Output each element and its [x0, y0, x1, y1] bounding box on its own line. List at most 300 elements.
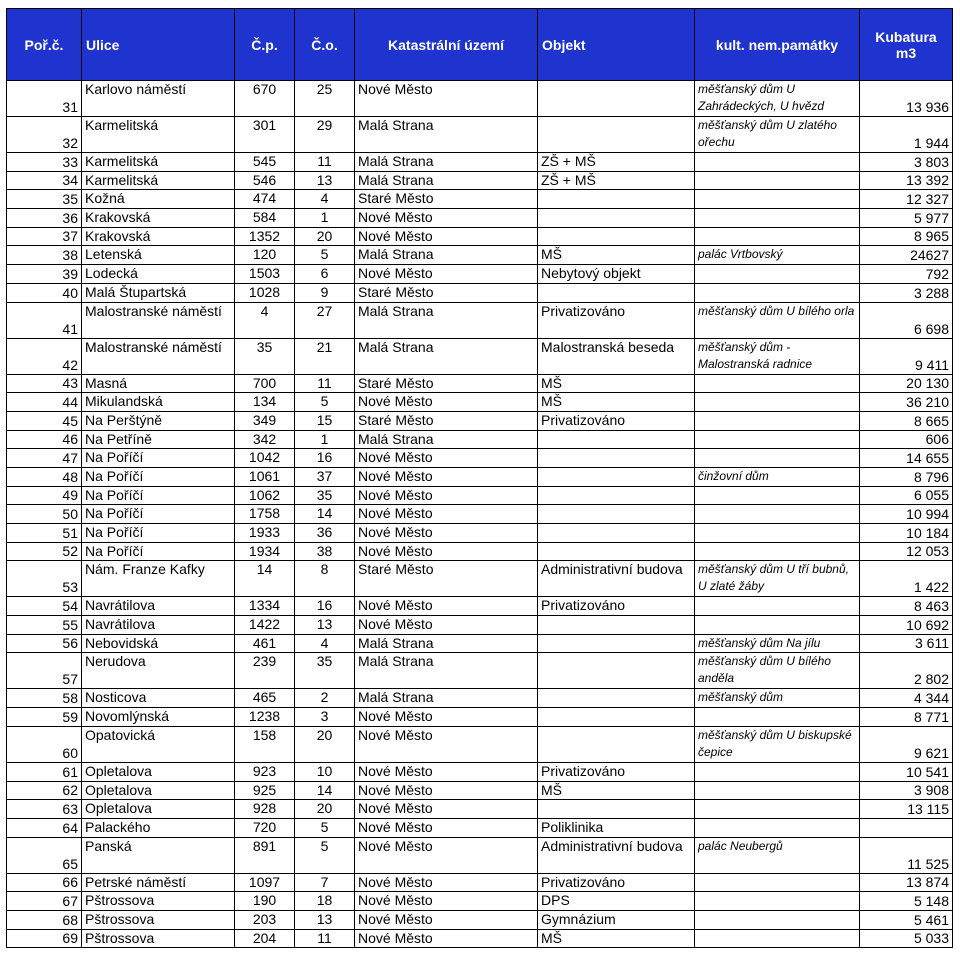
cell-kubatura: 8 965: [860, 227, 953, 246]
cell-cp: 158: [235, 726, 295, 762]
cell-ulice: Na Poříčí: [82, 449, 235, 468]
cell-cp: 349: [235, 411, 295, 430]
table-row: [7, 929, 953, 948]
cell-por: 49: [7, 486, 82, 505]
cell-por: 51: [7, 524, 82, 543]
cell-co: 25: [295, 81, 355, 117]
cell-co: 16: [295, 449, 355, 468]
cell-ulice: Malostranské náměstí: [82, 338, 235, 374]
cell-por: 63: [7, 800, 82, 819]
cell-cp: 720: [235, 818, 295, 837]
cell-pamatky: [695, 227, 860, 246]
cell-por: 69: [7, 929, 82, 948]
cell-cp: 1028: [235, 283, 295, 302]
cell-por: 34: [7, 171, 82, 190]
cell-co: 36: [295, 524, 355, 543]
cell-objekt: [538, 486, 695, 505]
cell-objekt: [538, 689, 695, 708]
cell-por: 32: [7, 117, 82, 153]
cell-kubatura: 9 411: [860, 338, 953, 374]
cell-ulice: Navrátilova: [82, 597, 235, 616]
table-row: [7, 524, 953, 543]
cell-kubatura: 3 288: [860, 283, 953, 302]
cell-cp: 1097: [235, 873, 295, 892]
cell-objekt: [538, 190, 695, 209]
cell-cp: 584: [235, 209, 295, 228]
cell-objekt: [538, 505, 695, 524]
cell-objekt: Privatizováno: [538, 597, 695, 616]
cell-co: 5: [295, 393, 355, 412]
cell-katastr: Nové Město: [355, 486, 538, 505]
cell-katastr: Staré Město: [355, 411, 538, 430]
cell-objekt: [538, 653, 695, 689]
table-row: [7, 153, 953, 172]
table-row: [7, 542, 953, 561]
table-row: [7, 227, 953, 246]
cell-pamatky: [695, 283, 860, 302]
cell-katastr: Nové Město: [355, 762, 538, 781]
cell-por: 66: [7, 873, 82, 892]
header-cp: Č.p.: [235, 9, 295, 81]
cell-pamatky: palác Vrtbovský: [695, 246, 860, 265]
table-row: [7, 818, 953, 837]
cell-katastr: Nové Město: [355, 892, 538, 911]
cell-kubatura: 24627: [860, 246, 953, 265]
cell-ulice: Malá Štupartská: [82, 283, 235, 302]
cell-katastr: Nové Město: [355, 449, 538, 468]
cell-cp: 1934: [235, 542, 295, 561]
cell-cp: 4: [235, 302, 295, 338]
cell-kubatura: 10 541: [860, 762, 953, 781]
cell-katastr: Nové Město: [355, 726, 538, 762]
cell-kubatura: 606: [860, 430, 953, 449]
cell-pamatky: [695, 486, 860, 505]
cell-katastr: Malá Strana: [355, 689, 538, 708]
header-kubatura: Kubatura m3: [860, 9, 953, 81]
cell-por: 35: [7, 190, 82, 209]
cell-co: 14: [295, 505, 355, 524]
cell-por: 56: [7, 634, 82, 653]
cell-co: 2: [295, 689, 355, 708]
cell-por: 55: [7, 616, 82, 635]
table-row: [7, 246, 953, 265]
cell-pamatky: [695, 374, 860, 393]
cell-objekt: MŠ: [538, 393, 695, 412]
cell-katastr: Nové Město: [355, 227, 538, 246]
cell-ulice: Masná: [82, 374, 235, 393]
table-row: [7, 726, 953, 762]
table-row: [7, 800, 953, 819]
cell-ulice: Pštrossova: [82, 910, 235, 929]
cell-ulice: Kožná: [82, 190, 235, 209]
cell-kubatura: 10 692: [860, 616, 953, 635]
cell-ulice: Novomlýnská: [82, 708, 235, 727]
cell-por: 36: [7, 209, 82, 228]
cell-pamatky: měšťanský dům U tří bubnů, U zlaté žáby: [695, 561, 860, 597]
cell-cp: 891: [235, 837, 295, 873]
cell-pamatky: činžovní dům: [695, 467, 860, 486]
cell-co: 11: [295, 929, 355, 948]
cell-ulice: Pštrossova: [82, 929, 235, 948]
cell-cp: 35: [235, 338, 295, 374]
cell-co: 13: [295, 171, 355, 190]
cell-kubatura: [860, 818, 953, 837]
cell-cp: 465: [235, 689, 295, 708]
header-pamatky: kult. nem.památky: [695, 9, 860, 81]
cell-co: 20: [295, 227, 355, 246]
cell-co: 18: [295, 892, 355, 911]
cell-kubatura: 11 525: [860, 837, 953, 873]
cell-por: 41: [7, 302, 82, 338]
table-row: [7, 708, 953, 727]
cell-ulice: Na Poříčí: [82, 505, 235, 524]
cell-por: 42: [7, 338, 82, 374]
cell-co: 29: [295, 117, 355, 153]
table-row: [7, 781, 953, 800]
cell-ulice: Karlovo náměstí: [82, 81, 235, 117]
property-table: [6, 8, 953, 948]
table-row: [7, 393, 953, 412]
table-row: [7, 338, 953, 374]
cell-kubatura: 13 115: [860, 800, 953, 819]
cell-objekt: Privatizováno: [538, 411, 695, 430]
cell-cp: 923: [235, 762, 295, 781]
cell-co: 11: [295, 374, 355, 393]
cell-por: 57: [7, 653, 82, 689]
header-row: [7, 9, 953, 81]
cell-por: 44: [7, 393, 82, 412]
table-row: [7, 597, 953, 616]
cell-ulice: Letenská: [82, 246, 235, 265]
cell-por: 50: [7, 505, 82, 524]
cell-kubatura: 792: [860, 265, 953, 284]
cell-objekt: ZŠ + MŠ: [538, 153, 695, 172]
table-body: [7, 81, 953, 948]
table-row: [7, 689, 953, 708]
cell-cp: 1352: [235, 227, 295, 246]
cell-co: 20: [295, 726, 355, 762]
table-row: [7, 283, 953, 302]
cell-ulice: Panská: [82, 837, 235, 873]
cell-objekt: [538, 430, 695, 449]
cell-cp: 928: [235, 800, 295, 819]
cell-cp: 1758: [235, 505, 295, 524]
cell-kubatura: 1 422: [860, 561, 953, 597]
cell-ulice: Opletalova: [82, 762, 235, 781]
cell-kubatura: 1 944: [860, 117, 953, 153]
cell-por: 52: [7, 542, 82, 561]
cell-kubatura: 5 461: [860, 910, 953, 929]
cell-kubatura: 2 802: [860, 653, 953, 689]
cell-pamatky: měšťanský dům - Malostranská radnice: [695, 338, 860, 374]
cell-kubatura: 5 148: [860, 892, 953, 911]
cell-pamatky: [695, 873, 860, 892]
cell-objekt: MŠ: [538, 374, 695, 393]
cell-por: 58: [7, 689, 82, 708]
cell-pamatky: měšťanský dům U zlatého ořechu: [695, 117, 860, 153]
cell-katastr: Nové Město: [355, 209, 538, 228]
cell-co: 21: [295, 338, 355, 374]
cell-katastr: Malá Strana: [355, 246, 538, 265]
cell-pamatky: měšťanský dům: [695, 689, 860, 708]
cell-ulice: Karmelitská: [82, 171, 235, 190]
cell-por: 68: [7, 910, 82, 929]
cell-pamatky: [695, 411, 860, 430]
header-ulice: Ulice: [82, 9, 235, 81]
cell-cp: 1334: [235, 597, 295, 616]
cell-kubatura: 36 210: [860, 393, 953, 412]
cell-ulice: Na Poříčí: [82, 486, 235, 505]
cell-katastr: Malá Strana: [355, 117, 538, 153]
cell-katastr: Nové Město: [355, 800, 538, 819]
cell-cp: 1062: [235, 486, 295, 505]
cell-pamatky: měšťanský dům U biskupské čepice: [695, 726, 860, 762]
cell-objekt: Privatizováno: [538, 762, 695, 781]
cell-kubatura: 5 033: [860, 929, 953, 948]
cell-co: 20: [295, 800, 355, 819]
cell-kubatura: 3 908: [860, 781, 953, 800]
cell-katastr: Malá Strana: [355, 430, 538, 449]
cell-cp: 1933: [235, 524, 295, 543]
cell-por: 65: [7, 837, 82, 873]
cell-cp: 545: [235, 153, 295, 172]
table-row: [7, 265, 953, 284]
cell-katastr: Nové Město: [355, 542, 538, 561]
cell-por: 40: [7, 283, 82, 302]
cell-kubatura: 20 130: [860, 374, 953, 393]
cell-ulice: Malostranské náměstí: [82, 302, 235, 338]
cell-pamatky: [695, 708, 860, 727]
cell-co: 27: [295, 302, 355, 338]
cell-pamatky: [695, 892, 860, 911]
cell-cp: 474: [235, 190, 295, 209]
cell-kubatura: 8 463: [860, 597, 953, 616]
cell-cp: 925: [235, 781, 295, 800]
cell-cp: 342: [235, 430, 295, 449]
cell-katastr: Nové Město: [355, 467, 538, 486]
cell-katastr: Malá Strana: [355, 171, 538, 190]
table-row: [7, 374, 953, 393]
cell-cp: 1042: [235, 449, 295, 468]
cell-co: 6: [295, 265, 355, 284]
cell-kubatura: 8 796: [860, 467, 953, 486]
cell-objekt: [538, 726, 695, 762]
cell-objekt: [538, 800, 695, 819]
cell-katastr: Staré Město: [355, 374, 538, 393]
cell-kubatura: 3 803: [860, 153, 953, 172]
cell-ulice: Nebovidská: [82, 634, 235, 653]
cell-por: 53: [7, 561, 82, 597]
cell-co: 9: [295, 283, 355, 302]
cell-pamatky: [695, 171, 860, 190]
cell-por: 60: [7, 726, 82, 762]
table-row: [7, 634, 953, 653]
cell-objekt: ZŠ + MŠ: [538, 171, 695, 190]
cell-pamatky: měšťanský dům U bílého anděla: [695, 653, 860, 689]
cell-pamatky: [695, 781, 860, 800]
header-katastr: Katastrální území: [355, 9, 538, 81]
cell-co: 8: [295, 561, 355, 597]
cell-cp: 301: [235, 117, 295, 153]
cell-kubatura: 10 994: [860, 505, 953, 524]
cell-co: 13: [295, 910, 355, 929]
cell-pamatky: [695, 616, 860, 635]
cell-cp: 546: [235, 171, 295, 190]
cell-co: 16: [295, 597, 355, 616]
cell-kubatura: 12 053: [860, 542, 953, 561]
cell-ulice: Pštrossova: [82, 892, 235, 911]
cell-kubatura: 13 936: [860, 81, 953, 117]
cell-kubatura: 8 771: [860, 708, 953, 727]
cell-kubatura: 4 344: [860, 689, 953, 708]
table-row: [7, 117, 953, 153]
cell-ulice: Nám. Franze Kafky: [82, 561, 235, 597]
table-row: [7, 837, 953, 873]
cell-katastr: Malá Strana: [355, 302, 538, 338]
cell-katastr: Nové Město: [355, 597, 538, 616]
cell-co: 4: [295, 190, 355, 209]
cell-objekt: [538, 542, 695, 561]
cell-ulice: Navrátilova: [82, 616, 235, 635]
table-row: [7, 411, 953, 430]
cell-co: 35: [295, 486, 355, 505]
cell-ulice: Nerudova: [82, 653, 235, 689]
cell-pamatky: měšťanský dům U Zahrádeckých, U hvězd: [695, 81, 860, 117]
cell-pamatky: [695, 430, 860, 449]
cell-katastr: Nové Město: [355, 524, 538, 543]
cell-objekt: [538, 209, 695, 228]
cell-kubatura: 13 874: [860, 873, 953, 892]
cell-katastr: Nové Město: [355, 837, 538, 873]
cell-pamatky: [695, 800, 860, 819]
cell-kubatura: 13 392: [860, 171, 953, 190]
cell-por: 46: [7, 430, 82, 449]
cell-objekt: [538, 117, 695, 153]
cell-por: 61: [7, 762, 82, 781]
header-objekt: Objekt: [538, 9, 695, 81]
cell-pamatky: měšťanský dům U bílého orla: [695, 302, 860, 338]
cell-objekt: [538, 634, 695, 653]
cell-pamatky: [695, 153, 860, 172]
cell-co: 14: [295, 781, 355, 800]
header-co: Č.o.: [295, 9, 355, 81]
cell-ulice: Krakovská: [82, 209, 235, 228]
cell-cp: 204: [235, 929, 295, 948]
cell-ulice: Karmelitská: [82, 153, 235, 172]
cell-objekt: Gymnázium: [538, 910, 695, 929]
cell-ulice: Na Perštýně: [82, 411, 235, 430]
cell-objekt: [538, 449, 695, 468]
cell-objekt: [538, 616, 695, 635]
cell-co: 1: [295, 209, 355, 228]
table-row: [7, 486, 953, 505]
cell-pamatky: [695, 505, 860, 524]
cell-katastr: Malá Strana: [355, 338, 538, 374]
cell-ulice: Na Poříčí: [82, 467, 235, 486]
cell-por: 47: [7, 449, 82, 468]
cell-ulice: Opletalova: [82, 781, 235, 800]
cell-ulice: Petrské náměstí: [82, 873, 235, 892]
cell-cp: 239: [235, 653, 295, 689]
cell-cp: 14: [235, 561, 295, 597]
cell-co: 5: [295, 837, 355, 873]
cell-pamatky: [695, 393, 860, 412]
table-row: [7, 302, 953, 338]
cell-katastr: Nové Město: [355, 616, 538, 635]
cell-kubatura: 6 698: [860, 302, 953, 338]
cell-pamatky: [695, 762, 860, 781]
table-row: [7, 81, 953, 117]
cell-por: 64: [7, 818, 82, 837]
table-row: [7, 467, 953, 486]
cell-por: 43: [7, 374, 82, 393]
cell-por: 62: [7, 781, 82, 800]
cell-kubatura: 10 184: [860, 524, 953, 543]
cell-ulice: Palackého: [82, 818, 235, 837]
cell-objekt: Administrativní budova: [538, 837, 695, 873]
cell-co: 15: [295, 411, 355, 430]
cell-cp: 1422: [235, 616, 295, 635]
cell-por: 39: [7, 265, 82, 284]
cell-ulice: Nosticova: [82, 689, 235, 708]
cell-ulice: Na Petříně: [82, 430, 235, 449]
cell-kubatura: 14 655: [860, 449, 953, 468]
cell-co: 13: [295, 616, 355, 635]
cell-katastr: Nové Město: [355, 81, 538, 117]
cell-por: 37: [7, 227, 82, 246]
cell-co: 4: [295, 634, 355, 653]
table-row: [7, 892, 953, 911]
cell-por: 38: [7, 246, 82, 265]
header-por: Poř.č.: [7, 9, 82, 81]
cell-objekt: [538, 524, 695, 543]
cell-katastr: Staré Město: [355, 561, 538, 597]
cell-ulice: Lodecká: [82, 265, 235, 284]
cell-co: 37: [295, 467, 355, 486]
cell-por: 54: [7, 597, 82, 616]
cell-objekt: [538, 283, 695, 302]
cell-kubatura: 6 055: [860, 486, 953, 505]
cell-pamatky: [695, 265, 860, 284]
cell-katastr: Nové Město: [355, 393, 538, 412]
table-row: [7, 762, 953, 781]
cell-objekt: Privatizováno: [538, 302, 695, 338]
cell-kubatura: 8 665: [860, 411, 953, 430]
cell-pamatky: [695, 524, 860, 543]
table-row: [7, 449, 953, 468]
cell-katastr: Staré Město: [355, 190, 538, 209]
table-row: [7, 209, 953, 228]
cell-katastr: Staré Město: [355, 283, 538, 302]
cell-katastr: Nové Město: [355, 910, 538, 929]
cell-por: 48: [7, 467, 82, 486]
cell-cp: 670: [235, 81, 295, 117]
cell-pamatky: [695, 190, 860, 209]
cell-katastr: Nové Město: [355, 505, 538, 524]
cell-ulice: Krakovská: [82, 227, 235, 246]
cell-objekt: Privatizováno: [538, 873, 695, 892]
cell-objekt: [538, 227, 695, 246]
cell-katastr: Nové Město: [355, 873, 538, 892]
cell-pamatky: [695, 209, 860, 228]
cell-co: 5: [295, 818, 355, 837]
cell-co: 38: [295, 542, 355, 561]
cell-cp: 120: [235, 246, 295, 265]
cell-ulice: Na Poříčí: [82, 542, 235, 561]
cell-objekt: Administrativní budova: [538, 561, 695, 597]
cell-kubatura: 5 977: [860, 209, 953, 228]
cell-katastr: Malá Strana: [355, 653, 538, 689]
